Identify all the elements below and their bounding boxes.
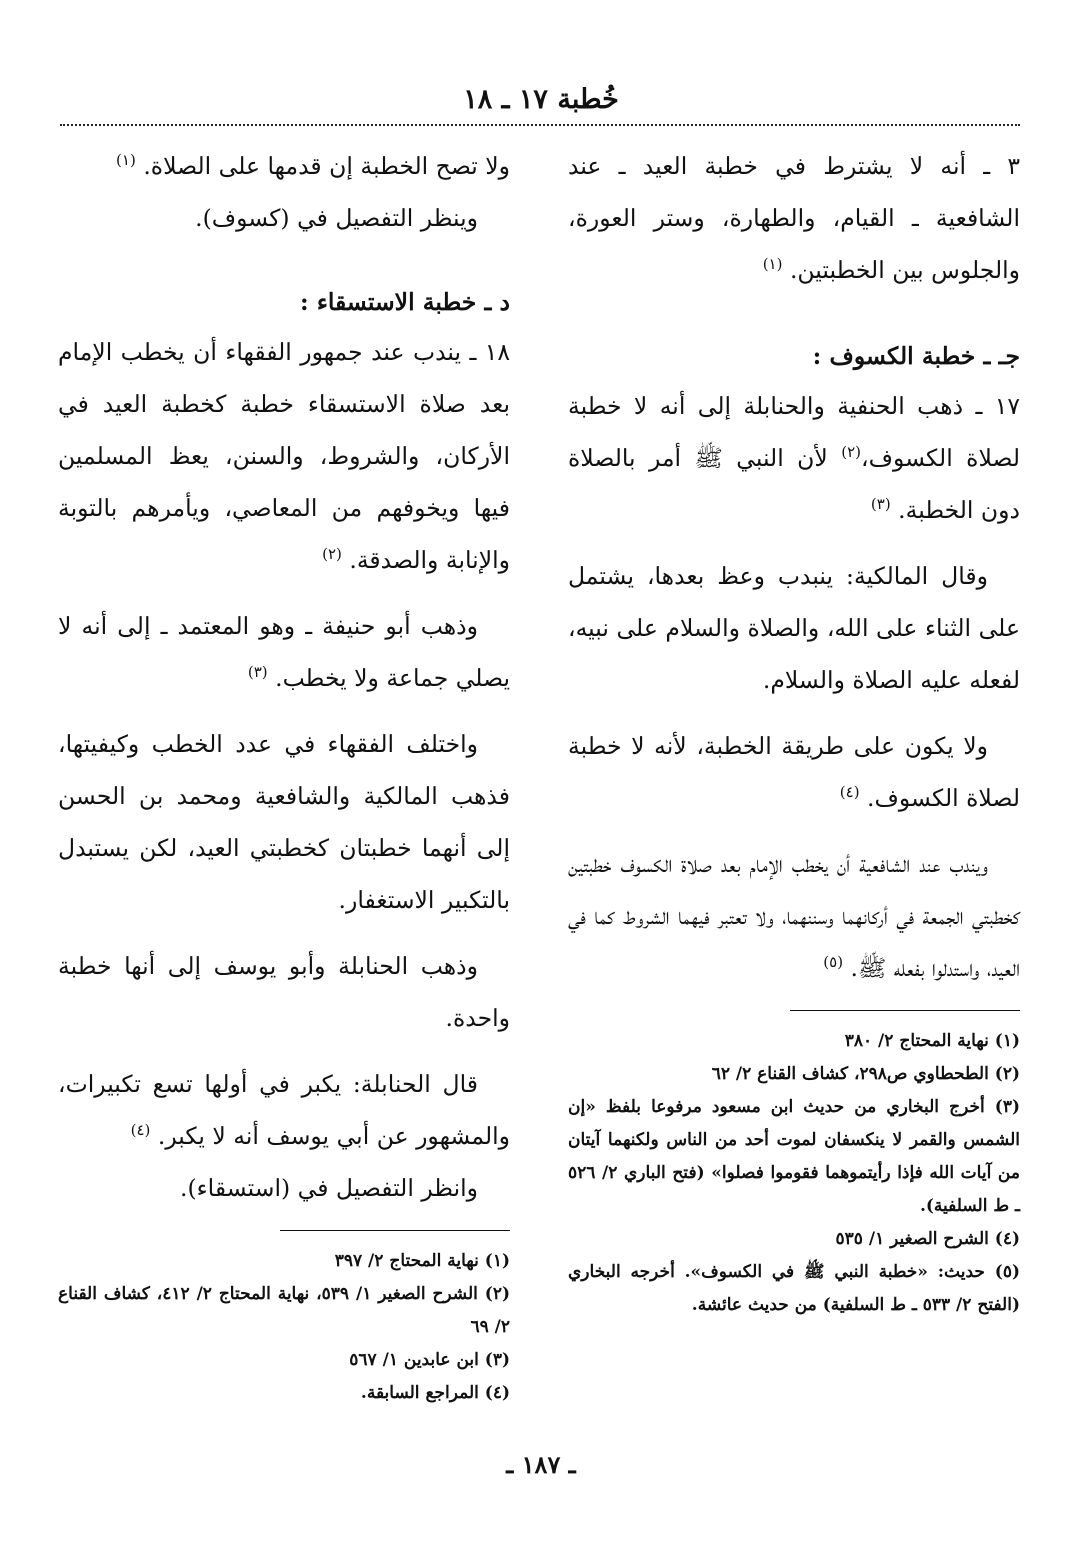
footnote-ref[interactable]: (٢) [841, 443, 861, 462]
paragraph [58, 1058, 510, 1162]
paragraph: وقال المالكية: ينبدب وعظ بعدها، يشتمل على الثناء على الله، والصلاة والسلام على نبيه، لفعله عليه الصلاة والسلام. [568, 562, 1020, 694]
page-number: ـ ١٨٧ ـ [506, 1450, 576, 1479]
paragraph: وينظر التفصيل في (كسوف). [195, 204, 478, 232]
footnote-item: (٥) حديث: «خطبة النبي ﷺ في الكسوف». أخرجه البخاري (الفتح ٢/ ٥٣٣ ـ ط السلفية) من حديث عائشة. [568, 1262, 1020, 1315]
paragraph [568, 838, 1020, 994]
footnote-ref[interactable]: (٣) [247, 663, 268, 682]
footnote-ref[interactable]: (٢) [322, 545, 342, 564]
footnote-divider [280, 1230, 510, 1231]
left-column [58, 140, 510, 1410]
section-heading: جـ ـ خطبة الكسوف : [812, 342, 1020, 370]
paragraph-text: ولا يكون على طريقة الخطبة، لأنه لا خطبة لصلاة الكسوف. [568, 732, 1020, 812]
footnote-item: (٤) الشرح الصغير ١/ ٥٣٥ [835, 1229, 1020, 1249]
right-column [568, 140, 1020, 1322]
section-heading: د ـ خطبة الاستسقاء : [299, 288, 510, 316]
paragraph [568, 380, 1020, 536]
footnote-item: (٣) ابن عابدين ١/ ٥٦٧ [349, 1350, 510, 1370]
paragraph-text: وذهب أبو حنيفة ـ وهو المعتمد ـ إلى أنه لا يصلي جماعة ولا يخطب. [58, 612, 510, 692]
footnote-ref[interactable]: (٤) [130, 1121, 151, 1140]
page-title: خُطبة ١٧ ـ ١٨ [463, 84, 619, 115]
paragraph-text: قال الحنابلة: يكبر في أولها تسع تكبيرات، والمشهور عن أبي يوسف أنه لا يكبر. [58, 1070, 510, 1150]
footnote-item: (٤) المراجع السابقة. [360, 1383, 510, 1403]
footnote-item: (٢) الطحطاوي ص٢٩٨، كشاف القناع ٢/ ٦٢ [711, 1064, 1020, 1084]
paragraph-text: ١٨ ـ يندب عند جمهور الفقهاء أن يخطب الإمام بعد صلاة الاستسقاء خطبة كخطبة العيد في الأركان، والشروط، والسنن، يعظ المسلمين فيها ويخوفهم من المعاصي، ويأمرهم بالتوبة والإنابة والصدقة. [58, 338, 510, 574]
paragraph [568, 140, 1020, 296]
paragraph-text: ولا تصح الخطبة إن قدمها على الصلاة. [143, 152, 510, 180]
paragraph-text: لأن النبي ﷺ أمر بالصلاة دون الخطبة. [568, 444, 1020, 524]
footnote-item: (٣) أخرج البخاري من حديث ابن مسعود مرفوعا بلفظ «إن الشمس والقمر لا ينكسفان لموت أحد من الناس ولكنهما آيتان من آيات الله فإذا رأيتموهما فقوموا فصلوا» (فتح الباري ٢/ ٥٢٦ ـ ط السلفية). [568, 1097, 1020, 1216]
paragraph [58, 140, 510, 192]
footnote-ref[interactable]: (٤) [839, 783, 860, 802]
footnote-divider [790, 1010, 1020, 1011]
paragraph: وذهب الحنابلة وأبو يوسف إلى أنها خطبة واحدة. [58, 952, 510, 1032]
paragraph: واختلف الفقهاء في عدد الخطب وكيفيتها، فذهب المالكية والشافعية ومحمد بن الحسن إلى أنهما خطبتان كخطبتي العيد، لكن يستبدل بالتكبير الاستغفار. [58, 730, 510, 914]
paragraph-text: ويندب عند الشافعية أن يخطب الإمام بعد صلاة الكسوف خطبتين كخطبتي الجمعة في أركانهما وسننهما، ولا تعتبر فيهما الشروط كما في العيد، واستدلوا بفعله ﷺ. [568, 850, 1020, 982]
paragraph: وانظر التفصيل في (استسقاء). [179, 1174, 478, 1202]
paragraph [568, 720, 1020, 824]
paragraph [58, 600, 510, 704]
header-divider [60, 124, 1020, 126]
footnote-item: (١) نهاية المحتاج ٢/ ٣٨٠ [844, 1031, 1020, 1051]
footnote-item: (١) نهاية المحتاج ٢/ ٣٩٧ [334, 1251, 510, 1271]
footnote-ref[interactable]: (٥) [823, 953, 844, 972]
footnote-ref[interactable]: (٣) [870, 495, 891, 514]
footnote-ref[interactable]: (١) [762, 255, 783, 274]
footnote-ref[interactable]: (١) [116, 151, 136, 170]
paragraph [58, 326, 510, 586]
footnote-item: (٢) الشرح الصغير ١/ ٥٣٩، نهاية المحتاج ٢/ ٤١٢، كشاف القناع ٢/ ٦٩ [58, 1284, 510, 1337]
paragraph-text: ٣ ـ أنه لا يشترط في خطبة العيد ـ عند الشافعية ـ القيام، والطهارة، وستر العورة، والجلوس بين الخطبتين. [568, 152, 1020, 284]
paragraph-text: ١٧ ـ ذهب الحنفية والحنابلة إلى أنه لا خطبة لصلاة الكسوف، [568, 392, 1020, 472]
